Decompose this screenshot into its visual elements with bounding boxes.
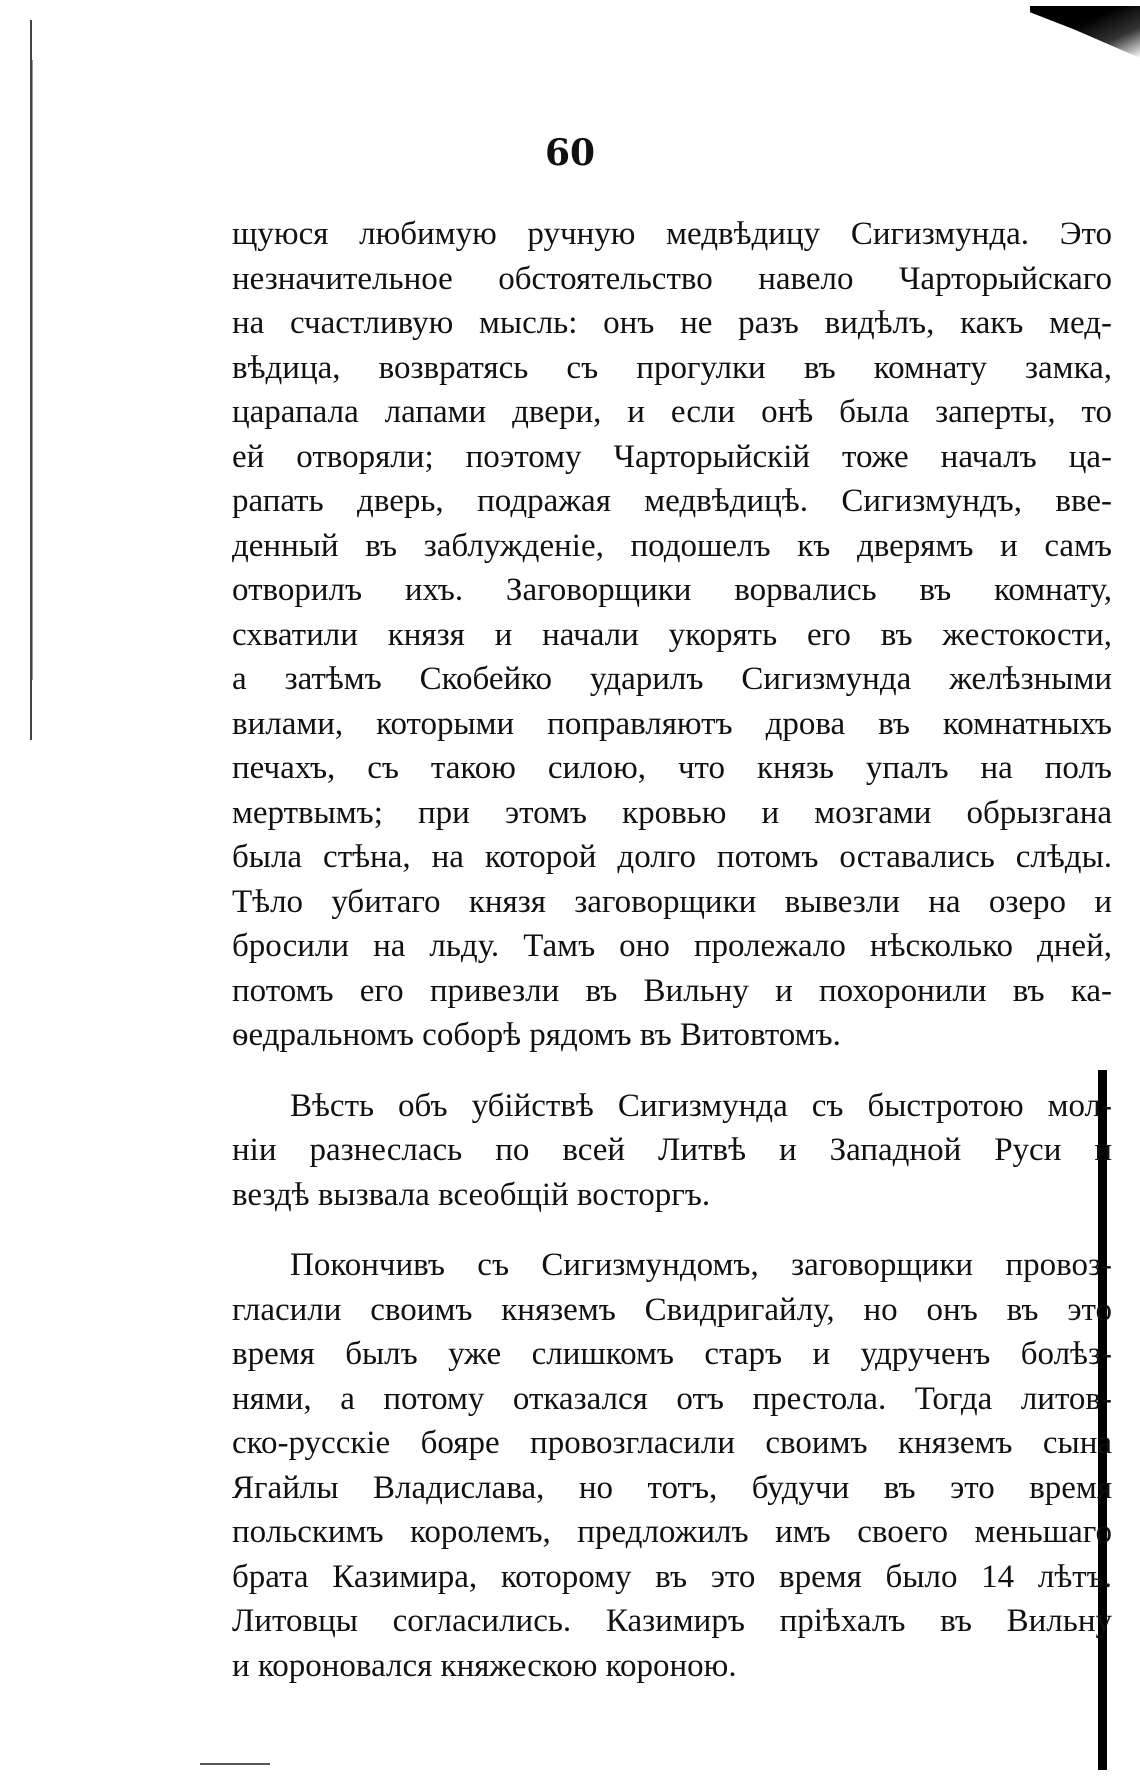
text-line: ско-русскіе бояре провозгласили своимъ княземъ сына — [232, 1425, 1112, 1461]
text-line: была стѣна, на которой долго потомъ оставались слѣды. — [232, 839, 1112, 875]
paragraph-gap — [232, 1217, 1112, 1243]
paragraph — [232, 1243, 1112, 1688]
paragraph-gap — [232, 1058, 1112, 1084]
text-line: гласили своимъ княземъ Свидригайлу, но онъ въ это — [232, 1291, 1112, 1328]
text-line: отворилъ ихъ. Заговорщики ворвались въ комнату, — [232, 572, 1112, 608]
text-line: польскимъ королемъ, предложилъ имъ своего меньшаго — [232, 1514, 1112, 1550]
text-line: щуюся любимую ручную медвѣдицу Сигизмунда. Это — [232, 216, 1112, 252]
text-line: Литовцы согласились. Казимиръ пріѣхалъ въ Вильну — [232, 1603, 1112, 1639]
text-line: печахъ, съ такою силою, что князь упалъ на полъ — [232, 750, 1112, 786]
text-line: Тѣло убитаго князя заговорщики вывезли на озеро и — [232, 883, 1112, 920]
paragraph — [232, 1084, 1112, 1218]
body-text — [232, 212, 1112, 1688]
text-line: незначительное обстоятельство навело Чарторыйскаго — [232, 260, 1112, 297]
text-line: ніи разнеслась по всей Литвѣ и Западной Руси и — [232, 1132, 1112, 1168]
paragraph — [232, 212, 1112, 1058]
text-line: на счастливую мысль: онъ не разъ видѣлъ, какъ мед- — [232, 305, 1112, 341]
text-line: вездѣ вызвала всеобщій восторгъ. — [232, 1176, 711, 1213]
text-line: схватили князя и начали укорять его въ жестокости, — [232, 616, 1112, 653]
text-line: мертвымъ; при этомъ кровью и мозгами обрызгана — [232, 794, 1112, 831]
text-line: ей отворяли; поэтому Чарторыйскій тоже началъ ца- — [232, 438, 1112, 475]
text-line: Ягайлы Владислава, но тотъ, будучи въ это время — [232, 1469, 1112, 1506]
text-line: рапать дверь, подражая медвѣдицѣ. Сигизмундъ, вве- — [232, 483, 1112, 519]
text-line: царапала лапами двери, и если онѣ была заперты, то — [232, 394, 1112, 430]
text-line: и короновался княжескою короною. — [232, 1647, 737, 1684]
text-line: вѣдица, возвратясь съ прогулки въ комнату замка, — [232, 349, 1112, 386]
text-line: Покончивъ съ Сигизмундомъ, заговорщики провоз- — [290, 1247, 1112, 1283]
text-line: Вѣсть объ убійствѣ Сигизмунда съ быстротою мол- — [290, 1087, 1112, 1124]
text-line: денный въ заблужденіе, подошелъ къ дверямъ и самъ — [232, 527, 1112, 564]
text-line: а затѣмъ Скобейко ударилъ Сигизмунда желѣзными — [232, 661, 1112, 697]
text-line: бросили на льду. Тамъ оно пролежало нѣсколько дней, — [232, 928, 1112, 964]
text-line: время былъ уже слишкомъ старъ и удрученъ болѣз- — [232, 1336, 1112, 1372]
text-line: ѳедральномъ соборѣ рядомъ въ Витовтомъ. — [232, 1017, 841, 1053]
scan-corner-mark — [1030, 6, 1140, 58]
text-line: потомъ его привезли въ Вильну и похоронили въ ка- — [232, 972, 1112, 1009]
text-line: брата Казимира, которому въ это время было 14 лѣтъ. — [232, 1558, 1112, 1595]
scan-bottom-mark — [200, 1763, 270, 1765]
text-line: вилами, которыми поправляютъ дрова въ комнатныхъ — [232, 705, 1112, 742]
text-line: нями, а потому отказался отъ престола. Тогда литов- — [232, 1380, 1112, 1417]
page-number: 60 — [544, 132, 596, 174]
